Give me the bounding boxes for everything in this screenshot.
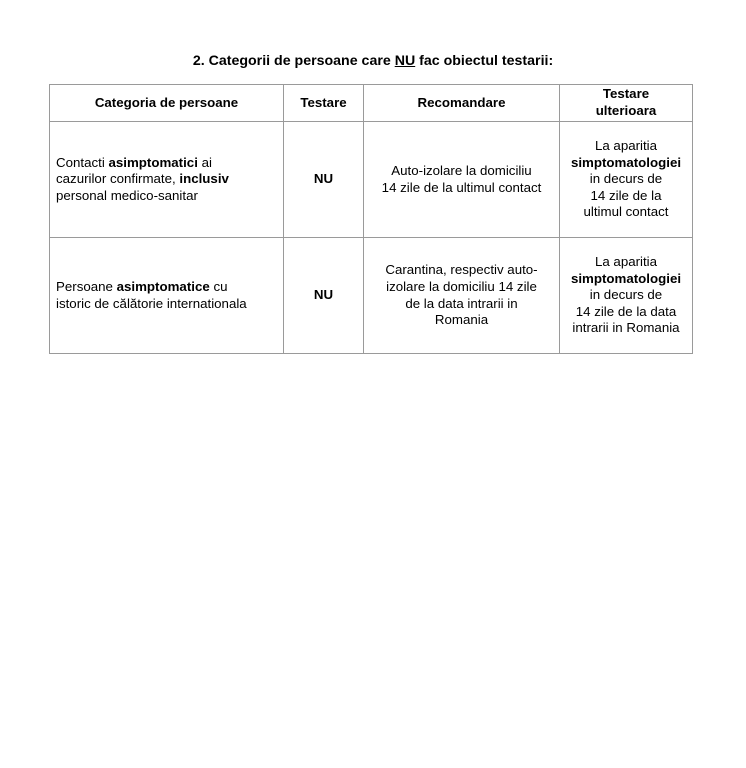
header-followup — [560, 85, 693, 122]
row1-testing: NU — [284, 122, 364, 238]
header-category: Categoria de persoane — [50, 85, 284, 122]
testing-categories-table — [49, 84, 693, 354]
row1-recommendation: Auto-izolare la domiciliu 14 zile de la ultimul contact — [364, 122, 560, 238]
heading-text-end: fac obiectul testarii: — [415, 53, 554, 69]
row1-category-line3: personal medico-sanitar — [56, 187, 198, 203]
row1-category-line1: Contacti asimptomatici ai — [56, 154, 212, 170]
heading-underlined-word: NU — [394, 53, 416, 69]
row2-category-line1: Persoane asimptomatice cu — [56, 278, 228, 294]
row2-followup: La aparitia simptomatologiei in decurs de 14 zile de la data intrarii in Romania — [560, 238, 693, 354]
table-row — [50, 122, 693, 238]
section-heading — [0, 53, 746, 69]
header-followup-line1: Testare — [602, 86, 650, 102]
row2-category-line2: istoric de călătorie internationala — [56, 295, 247, 311]
row2-testing: NU — [284, 238, 364, 354]
heading-text-start: 2. Categorii de persoane care — [192, 53, 395, 69]
row2-recommendation: Carantina, respectiv auto- izolare la domiciliu 14 zile de la data intrarii in Romania — [364, 238, 560, 354]
row2-category — [50, 238, 284, 354]
row1-followup: La aparitia simptomatologiei in decurs de 14 zile de la ultimul contact — [560, 122, 693, 238]
table-row — [50, 238, 693, 354]
header-recommendation: Recomandare — [364, 85, 560, 122]
header-testing: Testare — [284, 85, 364, 122]
row1-category — [50, 122, 284, 238]
row1-category-line2: cazurilor confirmate, inclusiv — [56, 171, 229, 187]
table-header-row — [50, 85, 693, 122]
header-followup-line2: ulterioara — [595, 103, 657, 118]
